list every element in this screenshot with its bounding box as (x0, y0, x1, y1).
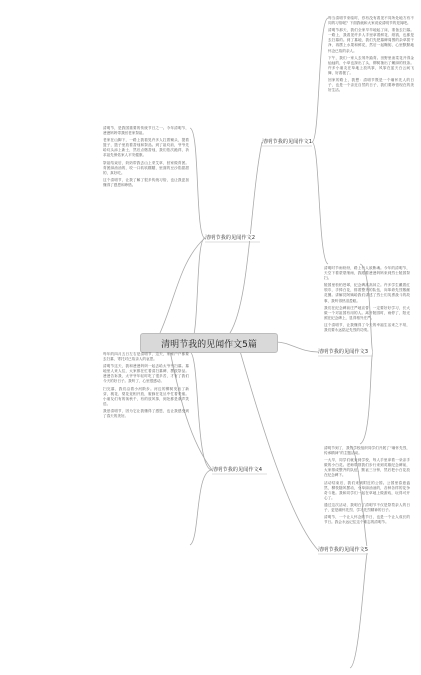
paragraph: 这个清明节，让我懂得了今天的幸福生活来之不易，我们要永远铭记先烈的功绩。 (324, 322, 410, 333)
paragraph: 老家在山脚下，一路上我看见许多人扛着锄头，提着篮子，篮子里放着香烛和祭品。到了祖坟前，爷爷先给坟头添上新土，然后点燃香烛，我们依次跪拜，祈求祖先保佑家人平安健康。 (103, 138, 189, 158)
paragraph: 清明节，一个让人怀念的节日，也是一个让人成长的节日。我会永远记住这个难忘的清明节。 (324, 515, 410, 525)
paragraph: 扫完墓，我们沿着小河散步。河边的柳树发出了新芽，桃花、梨花竞相开放，蜜蜂在花丛中忙着采蜜。小朋友们有的荡秋千，有的放风筝，到处都是欢声笑语。 (103, 386, 189, 406)
paragraph: 清明节这天，我和爸爸妈妈一起去给太爷爷扫墓。墓地里人来人往，大家都在忙着清扫墓碑、摆放祭品。爸爸告诉我，太爷爷年轻时吃了很多苦，才有了我们今天的好日子。我听了，心里很感动。 (103, 364, 189, 384)
paragraph: 每当清明节来临时，你有没有看见不同所处地方有不同的习俗呢？下面我就和大家说说清明节的见闻吧。 (328, 16, 414, 26)
paragraph: 陵园里松柏苍翠，纪念碑高高耸立。许多学生戴着红领巾，手捧白花，排着整齐的队伍，向革命先烈敬献花圈。讲解员阿姨给我们讲述了烈士们英勇战斗的故事，我听得热泪盈眶。 (324, 283, 410, 303)
paragraph: 一大早，同学们就来到学校，每人手里拿着一朵亲手做的小白花。老师带领我们步行来到英雄纪念碑前，大家排成整齐的队伍，默哀三分钟，然后把小白花放在纪念碑下。 (324, 458, 410, 478)
paragraph: 清明时节雨纷纷，路上行人欲断魂。今年的清明节，天空下着蒙蒙细雨，我跟着爸爸妈妈来到烈士陵园祭扫。 (324, 266, 410, 281)
essay-1-text (328, 16, 414, 266)
paragraph: 活动结束后，我们来到附近的公园。公园里春意盎然，柳枝随风摆动，小草绿油油的，各种各样的花争奇斗艳。我和同学们一起在草地上做游戏，玩得可开心了。 (324, 480, 410, 500)
essay-2-text (103, 126, 189, 346)
essay-4-text (103, 352, 189, 547)
topic-3: 清明节我的见闻作文3 (318, 349, 368, 355)
paragraph: 每年的四月五日左右是清明节，这天，家家户户都要去扫墓，寄托对已故亲人的哀思。 (103, 352, 189, 362)
topic-1: 清明节我的见闻作文1 (262, 139, 312, 145)
paragraph: 清明节，是我国重要的传统节日之一。今年清明节，爸爸妈妈带我回老家祭祖。 (103, 126, 189, 136)
paragraph: 回家的路上，我想：清明节既是一个缅怀先人的日子，也是一个亲近自然的日子，我们要珍惜现在的美好生活。 (328, 78, 414, 93)
paragraph: 清明节那天，我们全家早早地起了床，准备去扫墓。一路上，我看见许多人手里拿着鲜花、纸钱，也都是去扫墓的。到了墓地，我们先把墓碑周围的杂草拔干净，再摆上水果和鲜花，然后一起鞠躬，心里默默地怀念已故的亲人。 (328, 28, 414, 53)
paragraph: 祭祖结束后，奶奶带我去山上采艾草，回家做青团。青团绿油油的，咬一口软软糯糯，里面的豆沙馅甜甜的，真好吃。 (103, 160, 189, 175)
essay-3-text (324, 266, 410, 446)
paragraph: 清明节到了，我们学校组织同学们开展了“缅怀先烈，传承精神”的主题活动。 (324, 446, 410, 456)
topic-5: 清明节我的见闻作文5 (318, 547, 368, 553)
paragraph: 通过这次活动，我明白了清明节不仅是祭奠亲人的日子，更是缅怀先烈、学习先烈精神的日子。 (324, 502, 410, 513)
paragraph: 我爱清明节，因为它让我懂得了感恩，也让我感受到了春天的美好。 (103, 408, 189, 419)
topic-4: 清明节我的见闻作文4 (212, 467, 262, 473)
essay-5-text (324, 446, 410, 670)
central-topic: 清明节我的见闻作文5篇 (140, 333, 278, 353)
paragraph: 这个清明节，让我了解了很多传统习俗，也让我更加懂得了感恩和珍惜。 (103, 177, 189, 187)
paragraph: 我们在纪念碑前庄严地宣誓：一定要好好学习，长大做一个对祖国有用的人。离开陵园时，雨停了，阳光照在纪念碑上，显得格外庄严。 (324, 305, 410, 320)
paragraph: 下午，我们一家人去郊外踏青。田野里油菜花开得金灿灿的，小草也探出了头，柳树抽出了嫩绿的枝条。许多小朋友在草地上放风筝，风筝在蓝天白云间飞舞，好看极了。 (328, 55, 414, 75)
topic-2: 清明节我的见闻作文2 (205, 235, 255, 241)
